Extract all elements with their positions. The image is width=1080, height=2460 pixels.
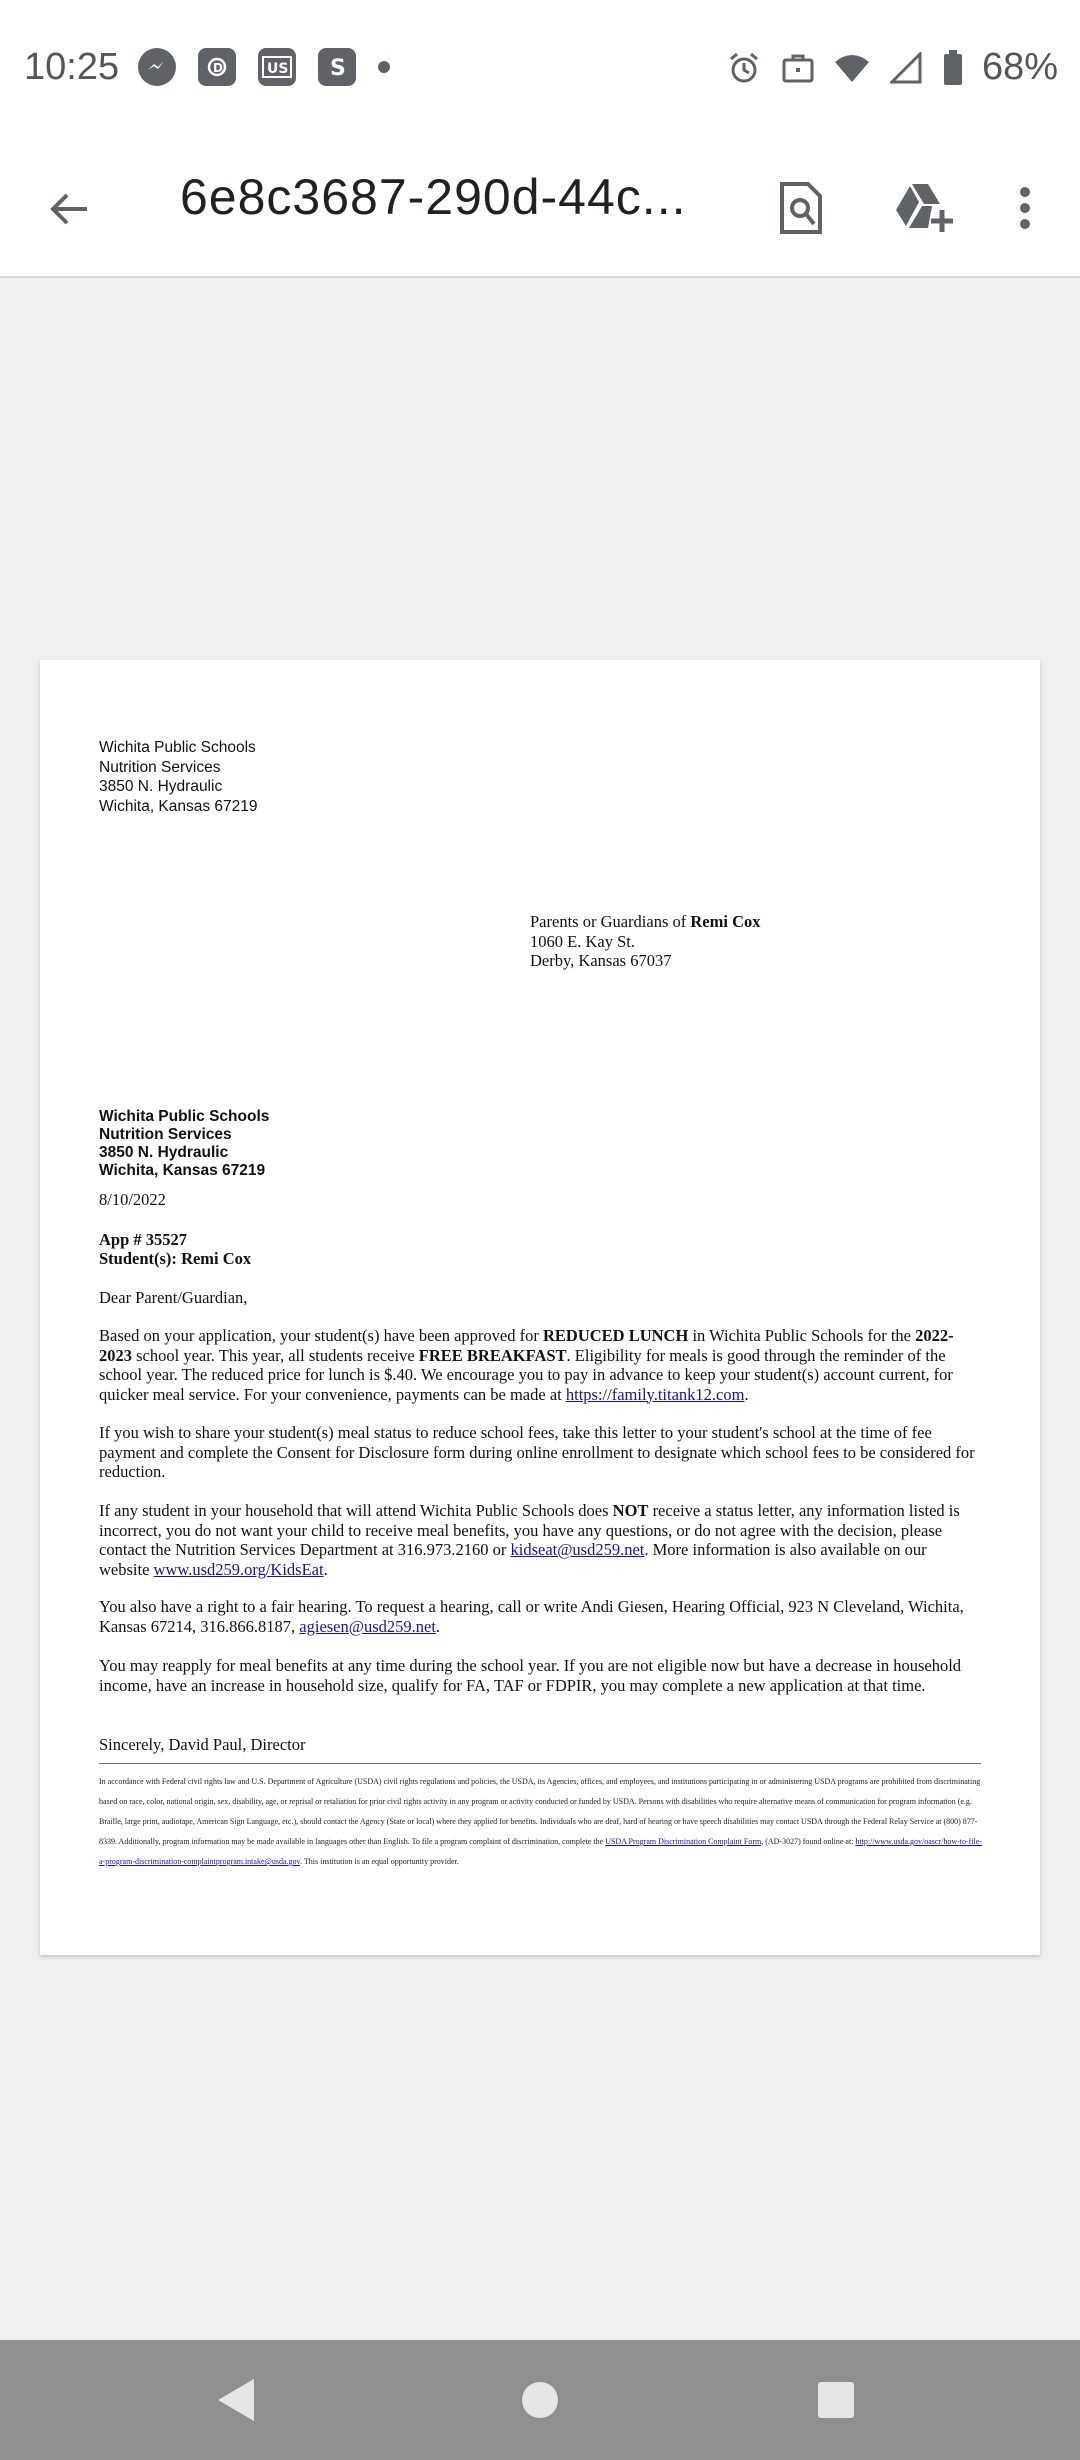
text: . More information is also available on our website xyxy=(99,1540,927,1579)
students-value: Remi Cox xyxy=(181,1249,252,1268)
return-address-line: Wichita Public Schools xyxy=(99,739,256,756)
recipient-street: 1060 E. Kay St. xyxy=(530,931,635,951)
status-bar xyxy=(0,0,1080,138)
navigation-bar xyxy=(0,2340,1080,2460)
text: receive a status letter, any information listed is incorrect, you do not want your child to receive meal benefits, you have any questions, or do not agree with the decision, please contact the Nutrition Services Department at 316.973.2160 or xyxy=(99,1501,960,1559)
text: If any student in your household that will attend Wichita Public Schools does xyxy=(99,1501,613,1520)
text: . xyxy=(435,1616,441,1636)
text: Based on your application, your student(s) have been approved for xyxy=(99,1326,543,1345)
text: in Wichita Public Schools for the xyxy=(688,1326,916,1345)
kidseat-website-link[interactable]: www.usd259.org/KidsEat xyxy=(153,1559,324,1579)
work-icon xyxy=(780,50,816,86)
system-icons xyxy=(726,46,1058,89)
recipient-line xyxy=(530,912,761,932)
signature: Sincerely, David Paul, Director xyxy=(99,1735,306,1754)
document-title: 6e8c3687-290d-44c... xyxy=(180,169,687,225)
notification-icons xyxy=(138,48,390,86)
usda-nondiscrimination-statement xyxy=(99,1772,984,1872)
meal-status: REDUCED LUNCH xyxy=(543,1326,689,1345)
more-vert-icon xyxy=(1018,186,1032,230)
return-address-line: Wichita, Kansas 67219 xyxy=(99,797,258,815)
text: . xyxy=(744,1384,749,1404)
application-info xyxy=(99,1230,979,1268)
text: . This institution is an equal opportunity provider. xyxy=(300,1857,459,1866)
disney-icon xyxy=(198,48,236,86)
messenger-icon xyxy=(138,48,176,86)
return-address xyxy=(99,738,979,816)
nav-recents-icon xyxy=(816,2380,856,2420)
breakfast-status: FREE BREAKFAST xyxy=(418,1345,567,1365)
text: school year. This year, all students receive xyxy=(132,1345,419,1365)
contact-paragraph xyxy=(99,1501,979,1579)
emphasis-not: NOT xyxy=(612,1501,649,1520)
recipient-prefix: Parents or Guardians of xyxy=(530,912,691,931)
battery-icon xyxy=(942,50,964,86)
recipient-city: Derby, Kansas 67037 xyxy=(530,951,672,970)
arrow-back-icon xyxy=(47,187,91,231)
recipient-address xyxy=(530,912,761,971)
approval-paragraph xyxy=(99,1326,979,1404)
greeting: Dear Parent/Guardian, xyxy=(99,1288,248,1307)
dot-icon xyxy=(378,61,390,73)
document-page[interactable] xyxy=(40,660,1040,1955)
fees-paragraph: If you wish to share your student(s) meal status to reduce school fees, take this letter to your student's school at the time of fee payment and complete the Consent for Disclosure form during online enrollment to designate which school fees to be considered for reduction. xyxy=(99,1423,975,1481)
recipient-name: Remi Cox xyxy=(690,912,761,931)
text: . xyxy=(323,1559,328,1579)
nav-recents-button[interactable] xyxy=(806,2370,866,2430)
reapply-paragraph: You may reapply for meal benefits at any time during the school year. If you are not eligible now but have a decrease in household income, have an increase in household size, qualify for FA, TAF or FDPIR, you may complete a new application at that time. xyxy=(99,1656,962,1695)
add-to-drive-button[interactable] xyxy=(886,168,962,248)
battery-percentage: 68% xyxy=(981,46,1058,88)
text: , (AD-3027) found online at: xyxy=(761,1837,856,1846)
nav-home-button[interactable] xyxy=(502,2372,578,2428)
svg-text:US: US xyxy=(267,61,289,77)
us-icon xyxy=(258,48,296,86)
find-in-page-button[interactable] xyxy=(768,168,834,248)
app-number: App # 35527 xyxy=(99,1230,188,1249)
wifi-icon xyxy=(834,50,870,86)
school-year: 2022-2023 xyxy=(99,1326,954,1365)
svg-text:D: D xyxy=(213,61,223,75)
usda-email-link[interactable]: program.intake@usda.gov xyxy=(215,1857,301,1866)
footer-divider xyxy=(99,1763,981,1764)
nav-back-icon xyxy=(216,2377,256,2423)
payment-link[interactable]: https://family.titank12.com xyxy=(565,1384,745,1404)
status-time: 10:25 xyxy=(24,46,120,88)
add-to-drive-icon xyxy=(894,182,954,234)
svg-text:S: S xyxy=(330,56,346,81)
sender-line: Wichita Public Schools xyxy=(99,1108,270,1125)
students-line xyxy=(99,1249,979,1268)
usda-url-link[interactable]: http://www.usda.gov/oascr/how-to-file-a-program-discrimination-complaint xyxy=(99,1837,982,1866)
s-icon xyxy=(318,48,356,86)
find-in-page-icon xyxy=(778,180,824,236)
sender-line: Nutrition Services xyxy=(99,1126,232,1143)
back-button[interactable] xyxy=(34,174,104,244)
sender-address xyxy=(99,1108,979,1180)
signal-icon xyxy=(888,50,924,86)
return-address-line: Nutrition Services xyxy=(99,758,221,776)
app-bar xyxy=(0,138,1080,278)
students-label: Student(s): xyxy=(99,1249,182,1268)
more-options-button[interactable] xyxy=(1000,168,1050,248)
kidseat-email-link[interactable]: kidseat@usd259.net xyxy=(510,1540,645,1559)
text: You also have a right to a fair hearing. To request a hearing, call or write Andi Giesen, Hearing Official, 923 N Cleveland, Wichita, Kansas 67214, 316.866.8187, xyxy=(99,1597,964,1636)
nav-home-icon xyxy=(520,2380,560,2420)
alarm-icon xyxy=(726,50,762,86)
hearing-paragraph xyxy=(99,1597,979,1636)
sender-line: 3850 N. Hydraulic xyxy=(99,1144,229,1161)
text: In accordance with Federal civil rights law and U.S. Department of Agriculture (USDA) civil rights regulations and policies, the USDA, its Agencies, offices, and employees, and institutions participating in or administering USDA programs are prohibited from discriminating based on race, color, national origin, sex, disability, age, or reprisal or retaliation for prior civil rights activity in any program or activity conducted or funded by USDA. Persons with disabilities who require alternative means of communication for program information (e.g. Braille, large print, audiotape, American Sign Language, etc.), should contact the Agency (State or local) where they applied for benefits. Individuals who are deaf, hard of hearing or have speech disabilities may contact USDA through the Federal Relay Service at (800) 877-8339. Additionally, program information may be made available in languages other than English. To file a program complaint of discrimination, complete the xyxy=(99,1777,981,1846)
sender-line: Wichita, Kansas 67219 xyxy=(99,1162,266,1179)
nav-back-button[interactable] xyxy=(206,2370,266,2430)
letter-date: 8/10/2022 xyxy=(99,1190,166,1209)
return-address-line: 3850 N. Hydraulic xyxy=(99,778,223,795)
hearing-email-link[interactable]: agiesen@usd259.net xyxy=(299,1616,436,1636)
text: . Eligibility for meals is good through the reminder of the school year. The reduced price for lunch is $.40. We encourage you to pay in advance to keep your student(s) account current, for quicker meal service. For your convenience, payments can be made at xyxy=(99,1345,953,1404)
complaint-form-link[interactable]: USDA Program Discrimination Complaint Form xyxy=(605,1837,762,1846)
